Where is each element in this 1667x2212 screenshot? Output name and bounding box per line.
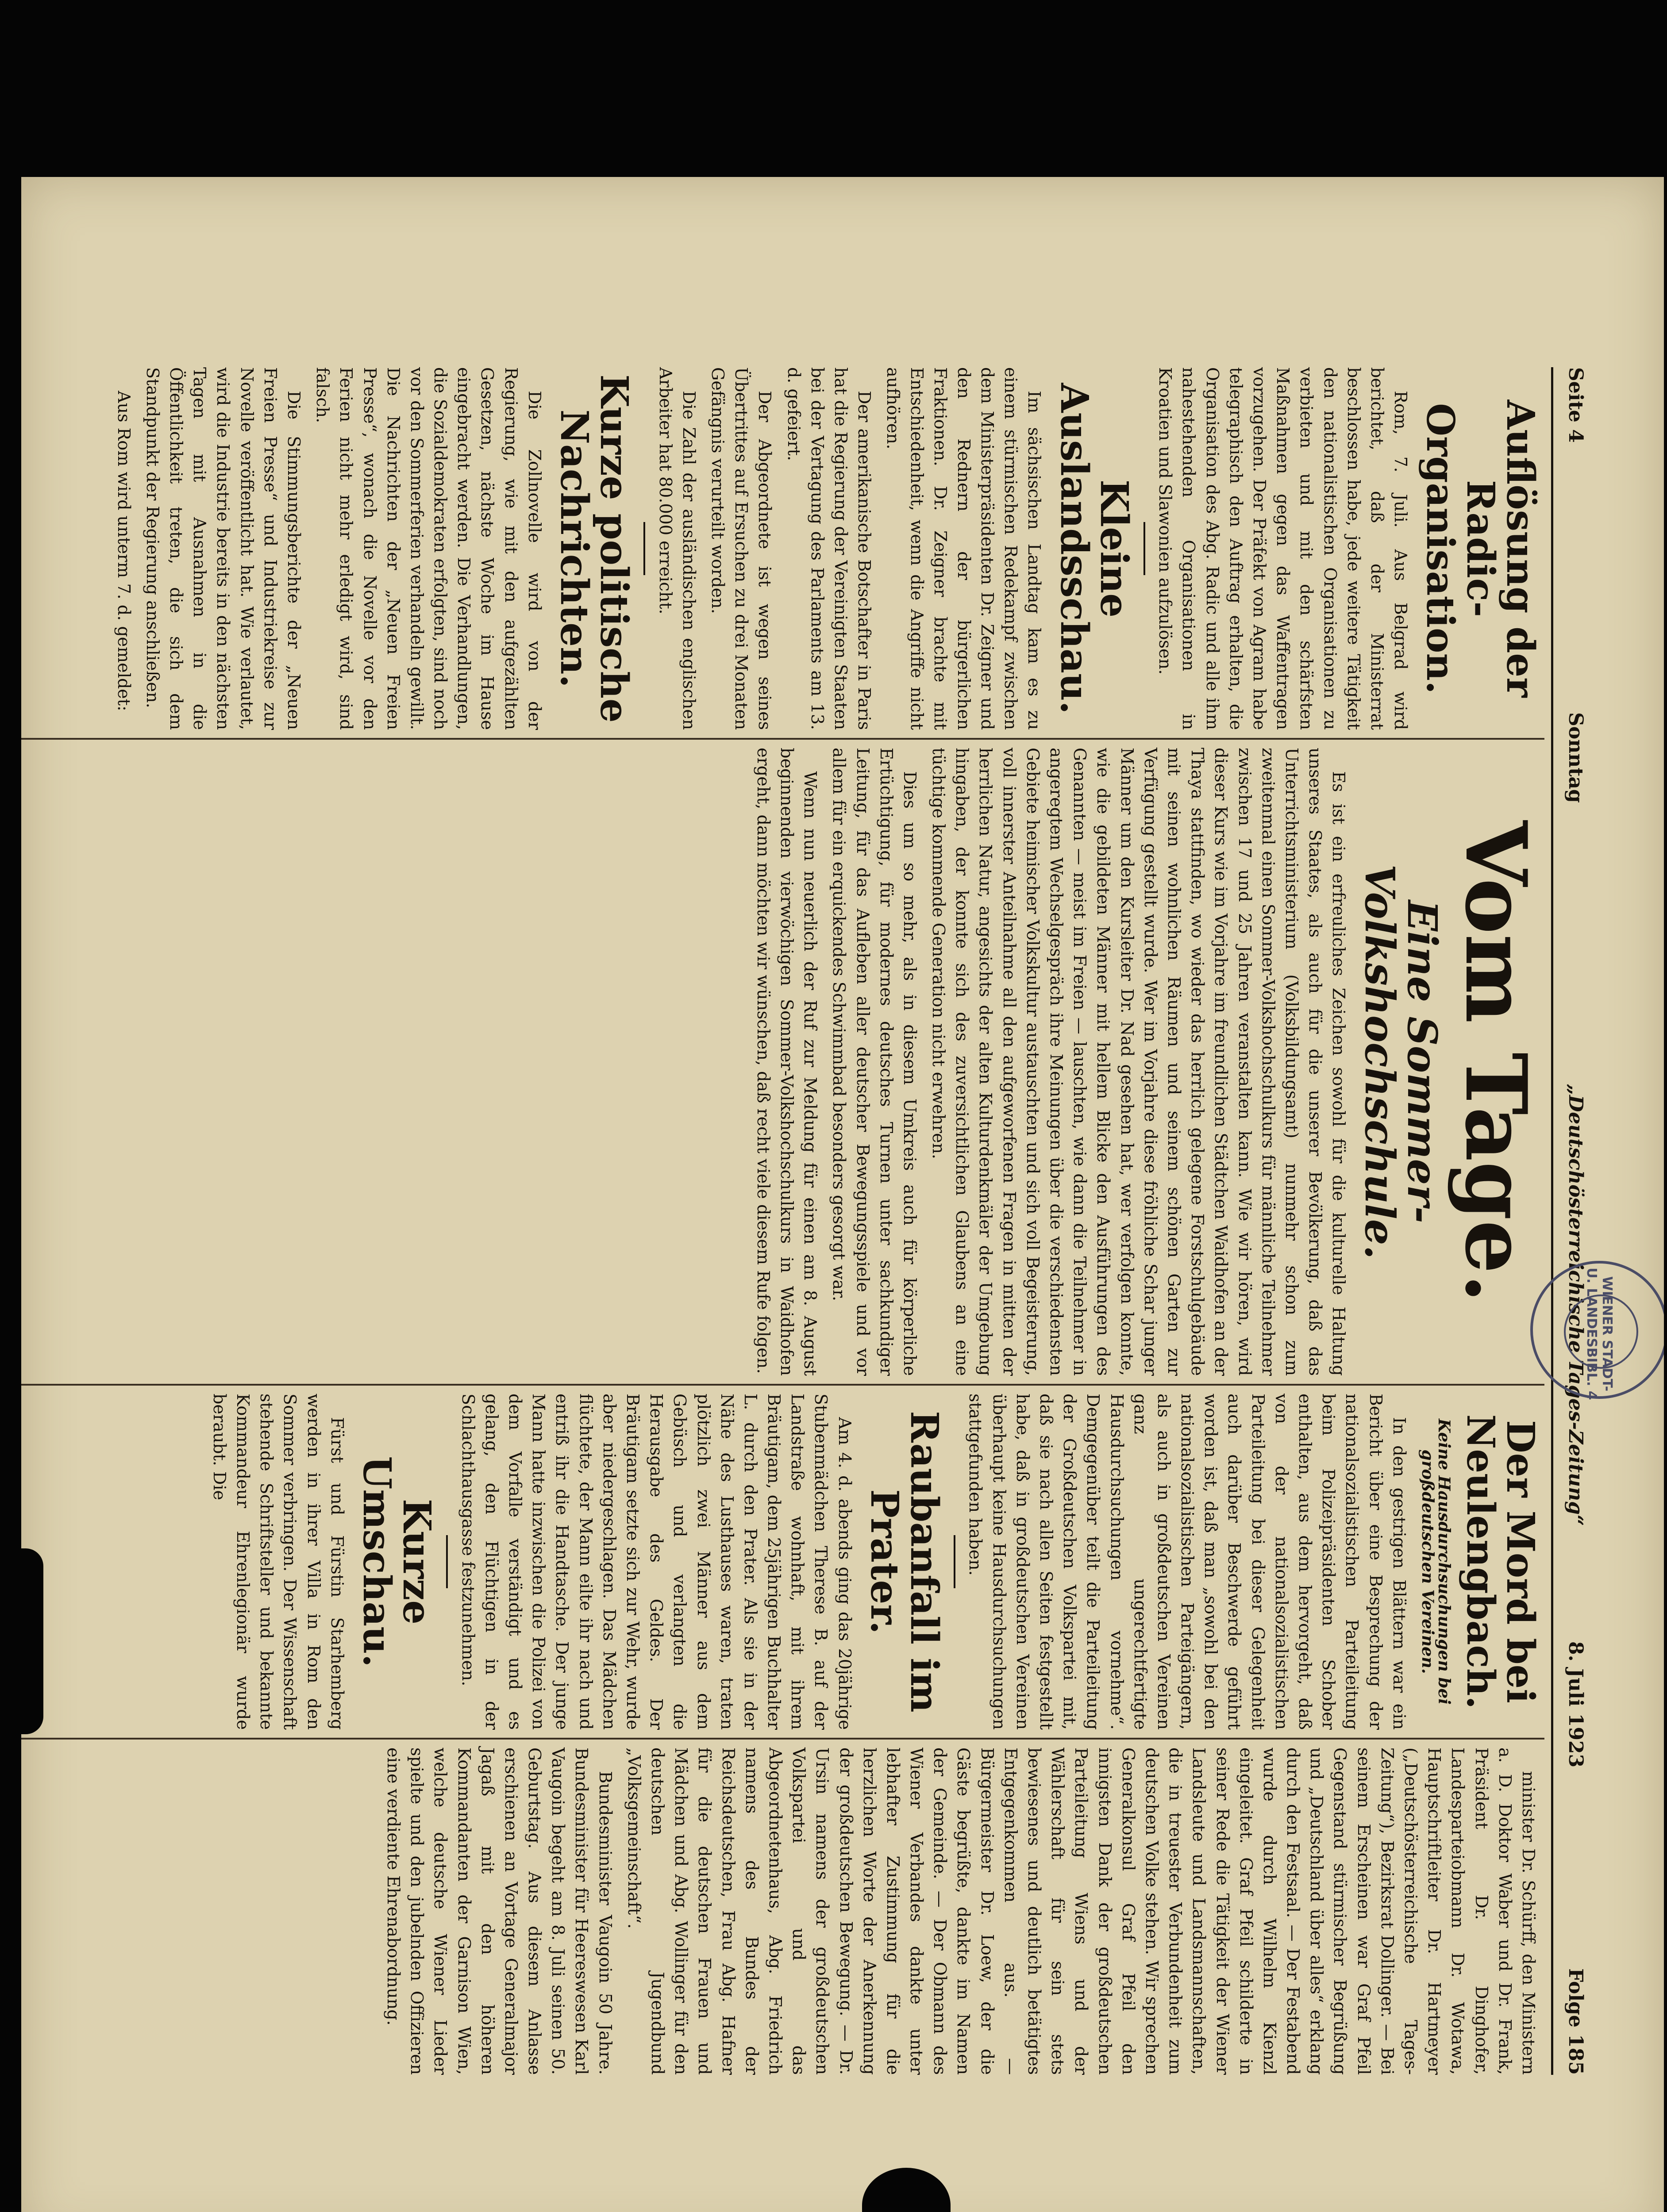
newspaper-sheet xyxy=(21,177,1664,2212)
article-headline: Kleine Auslandsschau. xyxy=(1051,383,1137,714)
stamp-text: WIENER STADT- U. LANDESBIBL. 4 xyxy=(1584,1267,1615,1400)
article-paragraph: Fürst und Fürstin Starhemberg werden in ihrer Villa in Rom den Sommer verbringen. Der Wissenschaft stehende Schriftsteller und bekannte Kommandeur Ehrenlegionär wurde beraubt. Die xyxy=(209,1394,347,1730)
masthead-title: „Deutschösterreichische Tages-Zeitung“ xyxy=(1564,1084,1587,1526)
article-paragraph: Die Zahl der ausländischen englischen Arbeiter hat 80.000 erreicht. xyxy=(655,367,699,730)
article-paragraph: In den gestrigen Blättern war ein Bericht über eine Besprechung der nationalsozialistischen Parteileitung beim Polizeipräsidenten Schober enthalten, aus dem hervorgeht, daß von der nationalsozialistischen Parteileitung bei dieser Gelegenheit auch darüber Beschwerde geführt worden ist, daß man „sowohl bei den nationalsozialistischen Parteigängern, als auch in großdeutschen Vereinen ganz ungerechtfertigte Hausdurchsuchungen vornehme“. Demgegenüber teilt die Parteileitung der Großdeutschen Volkspartei mit, daß sie nach allen Seiten festgestellt habe, daß in großdeutschen Vereinen überhaupt keine Hausdurchsuchungen stattgefunden haben. xyxy=(966,1394,1409,1730)
article-separator xyxy=(1143,522,1145,575)
newspaper-page xyxy=(21,367,1593,2075)
article-paragraph: Die Zollnovelle wird von der Regierung, wie mit den aufgezählten Gesetzen, nächste Woche im Hause eingebracht werden. Die Verhandlungen, die Sozialdemokraten erfolgten, sind noch vor den Sommerferien verhandeln gewillt. Die Nachrichten der „Neuen Freien Presse“, wonach die Novelle vor den Ferien nicht mehr erledigt wird, sind falsch. xyxy=(313,367,544,730)
article-paragraph: Der amerikanische Botschafter in Paris hat die Regierung der Vereinigten Staaten bei der Vertagung des Parlaments am 13. d. gefeiert. xyxy=(784,367,874,730)
article-paragraph: Aus Rom wird unterm 7. d. gemeldet: xyxy=(114,391,134,711)
article-headline: Der Mord bei Neulengbach. xyxy=(1458,1414,1543,1709)
article-paragraph: Im sächsischen Landtag kam es zu einem stürmischen Redekampf zwischen dem Ministerpräsidenten Dr. Zeigner und den Rednern der bürgerlichen Fraktionen. Dr. Zeigner brachte mit Entschiedenheit, wenn die Angriffe nicht aufhören. xyxy=(883,367,1044,730)
article-paragraph: Am 4. d. abends ging das 20jährige Stubenmädchen Therese B. auf der Landstraße wohnhaft, mit ihrem Bräutigam, dem 25jährigen Buchhalter L. durch den Prater. Als sie in der Nähe des Lusthauses waren, traten plötzlich zwei Männer aus dem Gebüsch und verlangten die Herausgabe des Geldes. Der Bräutigam setzte sich zur Wehr, wurde aber niedergeschlagen. Das Mädchen flüchtete, der Mann eilte ihr nach und entriß ihr die Handtasche. Der junge Mann hatte inzwischen die Polizei von dem Vorfalle verständigt und es gelang, den Flüchtigen in der Schlachthausgasse festzunehmen. xyxy=(458,1394,855,1730)
article-headline: Kurze Umschau. xyxy=(354,1456,439,1667)
issue-number: Folge 185 xyxy=(1564,1968,1587,2075)
article-paragraph: Rom, 7. Juli. Aus Belgrad wird berichtet, daß der Ministerrat beschlossen habe, jede weitere Tätigkeit den nationalistischen Organisationen zu verbieten und mit den schärfsten Maßnahmen gegen das Waffentragen vorzugehen. Der Präfekt von Agram habe telegraphisch den Auftrag erhalten, die Organisation des Abg. Radic und alle ihm nahestehenden Organisationen in Kroatien und Slawonien aufzulösen. xyxy=(1155,367,1411,730)
article-paragraph: minister Dr. Schürff, den Ministern a. D. Doktor Waber und Dr. Frank, Präsident Dr. Dinghofer, Landesparteiobmann Dr. Wotawa, Hauptschriftleiter Dr. Hartmeyer („Deutschösterreichische Tages-Zeitung“), Bezirksrat Dollinger. — Bei seinem Erscheinen war Graf Pfeil Gegenstand stürmischer Begrüßung und „Deutschland über alles“ erklang durch den Festsaal. — Der Festabend wurde durch Wilhelm Kienzl eingeleitet. Graf Pfeil schilderte in seiner Rede die Tätigkeit der Wiener Landsleute und Landsmannschaften, die in treuester Verbundenheit zum deutschen Volke stehen. Wir sprechen Generalkonsul Graf Pfeil den innigsten Dank der großdeutschen Parteileitung Wiens und der Wählerschaft für sein stets bewiesenes und deutlich betätigtes Entgegenkommen aus. — Bürgermeister Dr. Loew, der die Gäste begrüßte, dankte im Namen der Gemeinde. — Der Obmann des Wiener Verbandes dankte unter lebhafter Zustimmung für die herzlichen Worte der Anerkennung der großdeutschen Bewegung. — Dr. Ursin namens der großdeutschen Volkspartei und das Abgeordnetenhaus, Abg. Friedrich namens des Bundes der Reichsdeutschen, Frau Abg. Hafner für die deutschen Frauen und Mädchen und Abg. Wollinger für den deutschen Jugendbund „Volksgemeinschaft“. xyxy=(624,1747,1538,2075)
column-3 xyxy=(202,1394,1543,1730)
column-rule xyxy=(21,1738,1544,1740)
issue-date: 8. Juli 1923 xyxy=(1564,1641,1587,1768)
library-stamp xyxy=(1530,1261,1664,1399)
article-kicker: Keine Hausdurchsuchungen bei großdeutschen Vereinen. xyxy=(1418,1418,1454,1705)
rotated-page xyxy=(21,177,1664,2212)
article-separator xyxy=(643,522,645,575)
column-1 xyxy=(106,367,1543,730)
article-headline: Raubanfall im Prater. xyxy=(862,1411,947,1713)
column-2 xyxy=(746,748,1545,1376)
article-separator xyxy=(954,1535,955,1588)
page-number-label: Seite 4 xyxy=(1564,367,1587,443)
article-subtitle: Eine Sommer-Volkshochschule. xyxy=(1355,864,1447,1260)
article-paragraph: Der Abgeordnete ist wegen seines Übertrittes auf Ersuchen zu drei Monaten Gefängnis verurteilt worden. xyxy=(708,367,775,730)
article-headline: Auflösung der Radic-Organisation. xyxy=(1418,399,1543,698)
article-separator xyxy=(446,1535,448,1588)
article-paragraph: Es ist ein erfreuliches Zeichen sowohl für die kulturelle Haltung unseres Staates, als auch für die unserer Bevölkerung, daß das Unterrichtsministerium (Volksbildungsamt) nunmehr schon zum zweitenmal einen Sommer-Volkshochschulkurs für männliche Teilnehmer zwischen 17 und 25 Jahren veranstalten kann. Wie wir hören, wird dieser Kurs wie im Vorjahre im freundlichen Städtchen Waidhofen an der Thaya stattfinden, wo wieder das herrlich gelegene Forstschulgebäude mit seinen wohnlichen Räumen und seinem schönen Garten zur Verfügung gestellt wurde. Wer im Vorjahre diese fröhliche Schar junger Männer um den Kursleiter Dr. Nad gesehen hat, wer verfolgen konnte, wie die gebildeten Männer mit hellem Blicke den Ausführungen des Genannten — meist im Freien — lauschten, wie dann die Teilnehmer in angeregtem Wechselgespräch ihre Meinungen über die verschiedensten Gebiete heimischer Volkskultur austauschten und sich voll Begeisterung, voll innerster Anteilnahme all den aufgeworfenen Fragen in mitten der herrlichen Natur, angesichts der alten Kulturdenkmäler der Umgebung hingaben, der konnte sich des zuversichtlichen Glaubens an eine tüchtige kommende Generation nicht erwehren. xyxy=(929,748,1349,1376)
column-4 xyxy=(376,1747,1540,2075)
article-paragraph: Wenn nun neuerlich der Ruf zur Meldung für einen am 8. August beginnenden vierwöchigen Sommer-Volkshochschulkurs in Waidhofen ergeht, dann möchten wir wünschen, daß recht viele diesem Rufe folgen. xyxy=(753,748,820,1376)
column-rule xyxy=(21,1384,1544,1386)
article-headline: Kurze politische Nachrichten. xyxy=(552,374,637,723)
article-paragraph: Die Stimmungsberichte der „Neuen Freien Presse“ und Industriekreise zur Novelle veröffentlicht hat. Wie verlautet, wird die Industrie bereits in den nächsten Tagen mit Ausnahmen in die Öffentlichkeit treten, die sich dem Standpunkt der Regierung anschließen. xyxy=(142,367,304,730)
weekday-label: Sonntag xyxy=(1564,712,1587,803)
page-header xyxy=(1551,367,1593,2075)
section-title: Vom Tage. xyxy=(1447,820,1545,1303)
column-rule xyxy=(21,738,1544,740)
article-paragraph: Bundesminister Vaugoin 50 Jahre. Bundesminister für Heereswesen Karl Vaugoin begeht am 8. Juli seinen 50. Geburtstag. Aus diesem Anlasse erschienen an Vortage Generalmajor Jagaß mit den höheren Kommandanten der Garnison Wien, welche deutsche Wiener Lieder spielte und den jubelnden Offizieren eine verdiente Ehrenabordnung. xyxy=(384,1747,615,2075)
article-paragraph: Dies um so mehr, als in diesem Umkreis auch für körperliche Ertüchtigung, für modernes deutsches Turnen unter sachkundiger Leitung, für das Aufleben aller deutscher Bewegungsspiele und vor allem für ein erquickendes Schwimmbad besonders gesorgt war. xyxy=(829,748,920,1376)
